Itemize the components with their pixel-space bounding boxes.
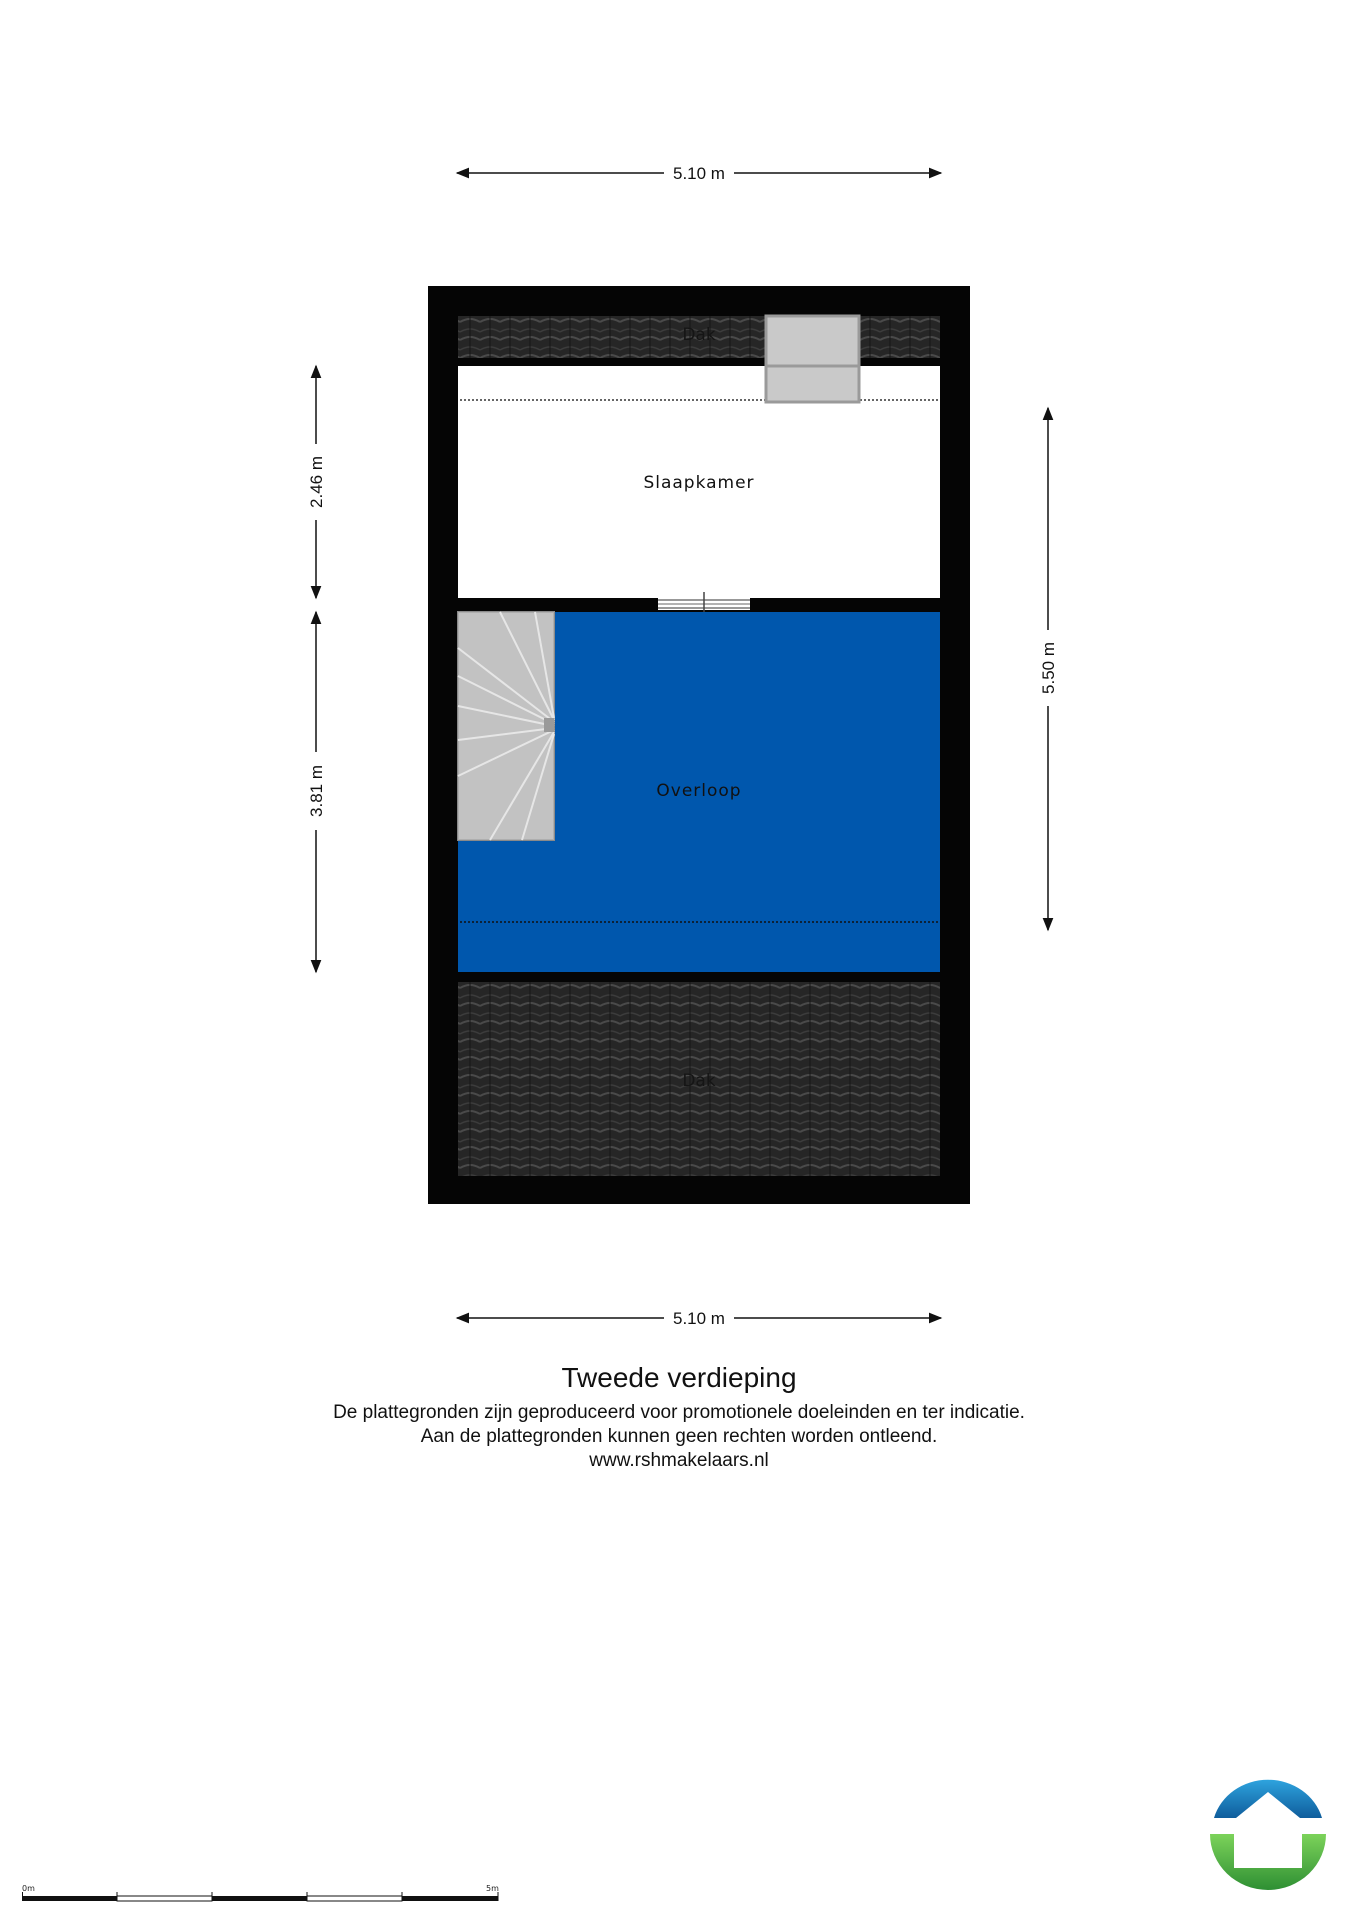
house-logo-icon bbox=[1204, 1768, 1332, 1896]
roof-top-label: Dak bbox=[682, 325, 716, 345]
scale-bar bbox=[22, 1884, 500, 1904]
disclaimer-line-1: De plattegronden zijn geproduceerd voor promotionele doeleinden en ter indicatie. bbox=[333, 1402, 1025, 1423]
scale-end-label: 5m bbox=[486, 1884, 499, 1893]
roof-bottom-label: Dak bbox=[682, 1071, 716, 1091]
scale-start-label: 0m bbox=[22, 1884, 35, 1893]
website-link[interactable]: www.rshmakelaars.nl bbox=[589, 1450, 769, 1471]
scale-bar-graphic bbox=[22, 1884, 500, 1904]
dim-left-upper-label: 2.46 m bbox=[307, 456, 326, 508]
dormer-overlay bbox=[766, 366, 859, 402]
dim-left-lower-label: 3.81 m bbox=[307, 765, 326, 817]
staircase bbox=[458, 612, 554, 840]
dim-top-label: 5.10 m bbox=[673, 164, 725, 183]
floor-title: Tweede verdieping bbox=[561, 1362, 797, 1393]
dim-right-label: 5.50 m bbox=[1039, 642, 1058, 694]
disclaimer-line-2: Aan de plattegronden kunnen geen rechten worden ontleend. bbox=[420, 1426, 938, 1447]
bedroom-label: Slaapkamer bbox=[643, 473, 755, 493]
landing-label: Overloop bbox=[656, 781, 742, 801]
dim-bottom-label: 5.10 m bbox=[673, 1309, 725, 1328]
